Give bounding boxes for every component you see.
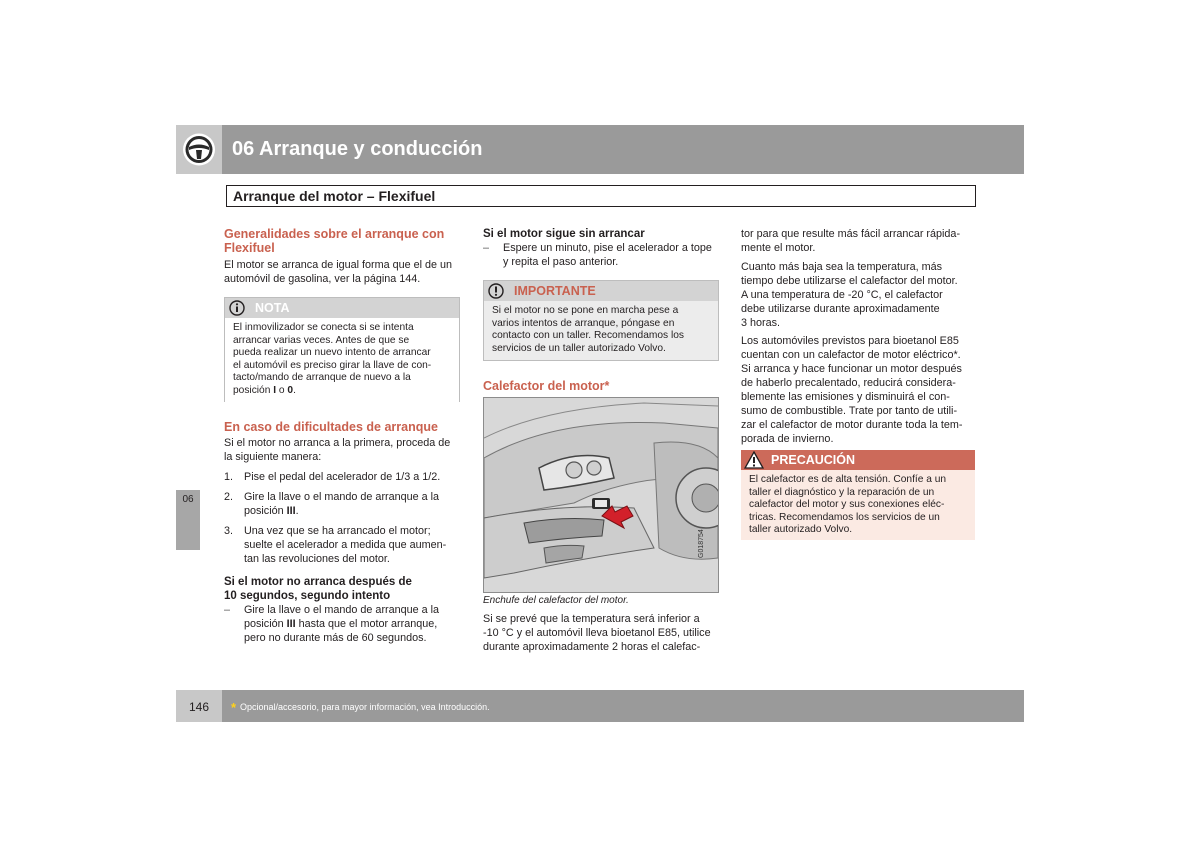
heading-calefactor: Calefactor del motor* <box>483 379 610 393</box>
steering-wheel-icon <box>176 125 222 174</box>
precaucion-label: PRECAUCIÓN <box>771 453 856 467</box>
paragraph-dificultades: Si el motor no arranca a la primera, proceda de la siguiente manera: <box>224 437 451 463</box>
warning-triangle-icon <box>744 451 764 469</box>
info-icon <box>229 300 245 316</box>
heading-sigue-sin-arrancar: Si el motor sigue sin arrancar <box>483 228 645 240</box>
importante-body: Si el motor no se pone en marcha pese a varios intentos de arranque, póngase en contacto con un taller. Recomendamos los servicios de un taller autorizado Volvo. <box>484 301 718 360</box>
car-front-illustration <box>484 398 718 592</box>
figure-engine-heater <box>483 397 719 593</box>
paragraph-generalidades: El motor se arranca de igual forma que el de un automóvil de gasolina, ver la página 144. <box>224 259 453 285</box>
step-3: 3. Una vez que se ha arrancado el motor; suelte el acelerador a medida que aumen- tan las revoluciones del motor. <box>224 525 447 565</box>
paragraph-temperatura: Si se prevé que la temperatura será inferior a -10 °C y el automóvil lleva bioetanol E85, utilice durante aproximadamente 2 horas el calefac- <box>483 613 711 653</box>
sigue-sin-arrancar-item: – Espere un minuto, pise el acelerador a tope y repita el paso anterior. <box>483 242 712 268</box>
nota-label: NOTA <box>255 301 290 315</box>
chapter-icon-box <box>176 125 222 174</box>
paragraph-bioetanol: Los automóviles previstos para bioetanol E85 cuentan con un calefactor de motor eléctrico*. Si arranca y hace funcionar un motor después de haberlo precalentado, reducirá considera- blemente las emisiones y disminuirá el con- sumo de combustible. Trate por tanto de utili- zar el calefactor de motor durante toda la tem- porada de invierno. <box>741 335 963 445</box>
step-1: 1. Pise el pedal del acelerador de 1/3 a 1/2. <box>224 471 441 483</box>
side-tab-label: 06 <box>182 494 194 505</box>
heading-generalidades: Generalidades sobre el arranque con Flexifuel <box>224 227 445 255</box>
importante-box <box>483 280 719 361</box>
footer-star: * <box>231 700 237 715</box>
figure-caption: Enchufe del calefactor del motor. <box>483 595 629 606</box>
nota-body: El inmovilizador se conecta si se intenta arrancar varias veces. Antes de que se pueda realizar un nuevo intento de arrancar el automóvil es preciso girar la llave de con- tacto/mando de arranque de nuevo a la posición I o 0. <box>225 318 459 402</box>
heading-segundo-intento: Si el motor no arranca después de 10 segundos, segundo intento <box>224 576 412 602</box>
chapter-title: 06 Arranque y conducción <box>232 138 483 160</box>
importante-label: IMPORTANTE <box>514 284 596 298</box>
nota-header <box>225 298 459 318</box>
precaucion-box <box>741 450 975 540</box>
importante-header <box>484 281 718 301</box>
heading-dificultades: En caso de dificultades de arranque <box>224 420 438 434</box>
paragraph-calefactor-cont: tor para que resulte más fácil arrancar rápida- mente el motor. <box>741 228 961 254</box>
paragraph-temperatura-tiempo: Cuanto más baja sea la temperatura, más tiempo debe utilizarse el calefactor del motor. A una temperatura de -20 °C, el calefactor debe utilizarse durante aproximadamente 3 horas. <box>741 261 958 329</box>
segundo-intento-item: – Gire la llave o el mando de arranque a la posición III hasta que el motor arranque, pero no durante más de 60 segundos. <box>224 604 440 644</box>
page-number: 146 <box>188 700 210 714</box>
precaucion-body: El calefactor es de alta tensión. Confíe a un taller el diagnóstico y la reparación de un calefactor del motor y sus conexiones eléc- tricas. Recomendamos los servicios de un taller autorizado Volvo. <box>741 470 975 540</box>
section-title: Arranque del motor – Flexifuel <box>233 188 436 204</box>
figure-code: G018754 <box>698 529 705 558</box>
nota-box <box>224 297 460 402</box>
step-2: 2. Gire la llave o el mando de arranque a la posición III. <box>224 491 440 517</box>
precaucion-header <box>741 450 975 470</box>
exclamation-icon <box>488 283 504 299</box>
footer-note: Opcional/accesorio, para mayor información, vea Introducción. <box>240 702 490 712</box>
